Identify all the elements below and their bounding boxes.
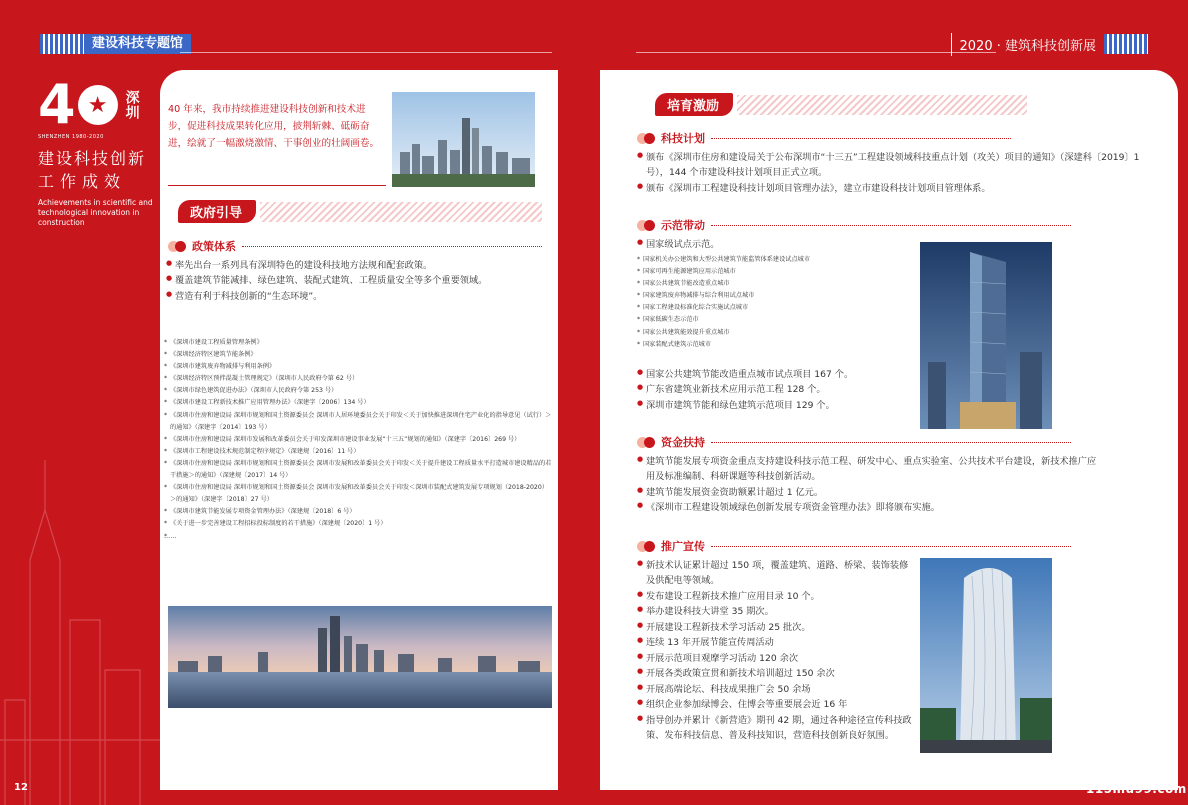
logo-city: 深圳 bbox=[123, 90, 140, 120]
list-item: ● 广东省建筑业新技术应用示范工程 128 个。 bbox=[637, 382, 912, 397]
right-page-header bbox=[951, 33, 1148, 55]
list-item: * 《深圳经济特区建筑节能条例》 bbox=[164, 349, 554, 361]
list-item: ● 发布建设工程新技术推广应用目录 10 个。 bbox=[637, 589, 915, 604]
list-item: * 《深圳市住房和建设局 深圳市规划和国土资源委员会 深圳市人居环境委员会关于印发＜关于加快推进深圳住宅产业化的指导意见（试行）＞的通知》（深建字〔2014〕193 号） bbox=[164, 410, 554, 434]
list-item: ● 覆盖建筑节能减排、绿色建筑、装配式建筑、工程质量安全等多个重要领域。 bbox=[166, 273, 552, 288]
list-item: ● 连续 13 年开展节能宣传周活动 bbox=[637, 635, 915, 650]
list-item: * 国家建筑废弃物减排与综合利用试点城市 bbox=[637, 290, 907, 302]
header-rule-right bbox=[636, 52, 996, 53]
list-item: ● 建筑节能发展专项资金重点支持建设科技示范工程、研发中心、重点实验室、公共技术平台建设，新技术推广应用及标准编制、科研课题等科技创新活动。 bbox=[637, 454, 1097, 485]
policy-bullets bbox=[166, 258, 552, 304]
list-item: ● 举办建设科技大讲堂 35 期次。 bbox=[637, 604, 915, 619]
header-stripes-icon bbox=[1104, 34, 1148, 54]
logo-title-line2: 工作成效 bbox=[38, 172, 127, 191]
promotion-bullets bbox=[637, 558, 915, 743]
list-item: ● 国家公共建筑节能改造重点城市试点项目 167 个。 bbox=[637, 367, 912, 382]
subsection-promotion bbox=[637, 538, 1071, 554]
bullet-dots-icon bbox=[168, 241, 186, 252]
subsection-title: 资金扶持 bbox=[661, 436, 705, 449]
curved-tower-photo bbox=[920, 558, 1052, 753]
subsection-rule bbox=[242, 246, 542, 247]
site-watermark: 115mu99.com bbox=[1086, 782, 1187, 796]
left-header-title: 建设科技专题馆 bbox=[84, 34, 191, 54]
logo-years: SHENZHEN 1980-2020 bbox=[38, 134, 104, 140]
list-item: * …… bbox=[164, 531, 554, 543]
skyline-photo-illustration bbox=[168, 606, 552, 708]
logo-title-line1: 建设科技创新 bbox=[38, 149, 147, 168]
list-item: * 国家低碳生态示范市 bbox=[637, 314, 907, 326]
list-item: * 《深圳市住房和建设局 深圳市发展和改革委员会关于印发深圳市建设事业发展“十三五”规划的通知》（深建字〔2016〕269 号） bbox=[164, 434, 554, 446]
list-item: * 国家机关办公建筑和大型公共建筑节能监管体系建设试点城市 bbox=[637, 254, 907, 266]
list-item: * 国家可再生能源建筑应用示范城市 bbox=[637, 266, 907, 278]
list-item: ● 开展各类政策宣贯和新技术培训超过 150 余次 bbox=[637, 666, 915, 681]
list-item: ● 开展高端论坛、科技成果推广会 50 余场 bbox=[637, 682, 915, 697]
city-photo-illustration bbox=[392, 92, 535, 187]
list-item: ● 深圳市建筑节能和绿色建筑示范项目 129 个。 bbox=[637, 398, 912, 413]
section-hatch bbox=[737, 95, 1027, 115]
tower-outline-decoration bbox=[0, 420, 165, 805]
list-item: * 国家工程建设标准化综合实施试点城市 bbox=[637, 302, 907, 314]
list-item: * 《深圳市绿色建筑促进办法》（深圳市人民政府令第 253 号） bbox=[164, 385, 554, 397]
demo-bullets bbox=[637, 367, 912, 413]
list-item: ● 建筑节能发展资金资助额累计超过 1 亿元。 bbox=[637, 485, 1097, 500]
tech-plan-bullets bbox=[637, 150, 1147, 196]
list-item: ● 开展示范项目观摩学习活动 120 余次 bbox=[637, 651, 915, 666]
section-title: 政府引导 bbox=[178, 200, 256, 223]
list-item: ● 国家级试点示范。 bbox=[637, 237, 907, 252]
list-item: * 《关于进一步完善建设工程招标投标制度的若干措施》（深建规〔2020〕1 号） bbox=[164, 518, 554, 530]
demo-lead bbox=[637, 237, 907, 252]
list-item: ● 营造有利于科技创新的“生态环境”。 bbox=[166, 289, 552, 304]
list-item: ● 指导创办并累计《新营造》期刊 42 期，通过各种途径宣传科技政策、发布科技信息、普及科技知识，营造科技创新良好氛围。 bbox=[637, 713, 915, 744]
subsection-title: 政策体系 bbox=[192, 240, 236, 253]
list-item: ● 新技术认证累计超过 150 项，覆盖建筑、道路、桥梁、装饰装修及供配电等领域。 bbox=[637, 558, 915, 589]
list-item: * 《深圳市建筑废弃物减排与利用条例》 bbox=[164, 361, 554, 373]
list-item: ● 开展建设工程新技术学习活动 25 批次。 bbox=[637, 620, 915, 635]
subsection-rule bbox=[711, 138, 1011, 139]
office-tower-photo bbox=[920, 242, 1052, 429]
list-item: * 国家公共建筑节能改造重点城市 bbox=[637, 278, 907, 290]
list-item: ● 颁布《深圳市工程建设科技计划项目管理办法》，建立市建设科技计划项目管理体系。 bbox=[637, 181, 1147, 196]
list-item: ● 率先出台一系列具有深圳特色的建设科技地方法规和配套政策。 bbox=[166, 258, 552, 273]
shenzhen-40-logo bbox=[38, 73, 158, 228]
list-item: * 《深圳市住房和建设局 深圳市规划和国土资源委员会 深圳市发展和改革委员会关于印发＜关于提升建设工程质量水平打造城市建设精品的若干措施＞的通知》（深建规〔2017〕14 号） bbox=[164, 458, 554, 482]
intro-underline bbox=[168, 185, 386, 186]
list-item: * 国家公共建筑能效提升重点城市 bbox=[637, 327, 907, 339]
list-item: * 《深圳经济特区预拌混凝土管理规定》（深圳市人民政府令第 62 号） bbox=[164, 373, 554, 385]
city-photo bbox=[392, 92, 535, 187]
list-item: * 《深圳市建筑节能发展专项资金管理办法》（深建规〔2018〕6 号） bbox=[164, 506, 554, 518]
left-page-header bbox=[40, 33, 191, 55]
subsection-title: 科技计划 bbox=[661, 132, 705, 145]
header-stripes-icon bbox=[40, 34, 84, 54]
list-item: * 《深圳市工程建设技术规范制定程序规定》（深建规〔2016〕11 号） bbox=[164, 446, 554, 458]
regulation-list bbox=[164, 337, 554, 543]
bullet-dots-icon bbox=[637, 541, 655, 552]
section-hatch bbox=[260, 202, 542, 222]
curved-tower-illustration bbox=[920, 558, 1052, 753]
subsection-rule bbox=[711, 442, 1071, 443]
list-item: ● 《深圳市工程建设领域绿色创新发展专项资金管理办法》即将颁布实施。 bbox=[637, 500, 1097, 515]
subsection-rule bbox=[711, 225, 1071, 226]
star-icon: ★ bbox=[87, 92, 108, 118]
logo-digit-four: 4 bbox=[38, 73, 76, 136]
subsection-policy bbox=[168, 238, 542, 254]
list-item: ● 颁布《深圳市住房和建设局关于公布深圳市“十三五”工程建设领域科技重点计划（攻关）项目的通知》（深建科〔2019〕1 号），144 个市建设科技计划项目正式立项。 bbox=[637, 150, 1147, 181]
list-item: * 《深圳市住房和建设局 深圳市规划和国土资源委员会 深圳市发展和改革委员会关于印发＜深圳市装配式建筑发展专项规划（2018-2020）＞的通知》（深建字〔2018〕27 号） bbox=[164, 482, 554, 506]
logo-title-english: Achievements in scientific and technological innovation in construction bbox=[38, 198, 153, 228]
right-header-title: 2020 · 建筑科技创新展 bbox=[951, 33, 1104, 56]
subsection-title: 示范带动 bbox=[661, 219, 705, 232]
section-government-guidance bbox=[178, 200, 542, 223]
page-number-left: 12 bbox=[14, 782, 28, 793]
header-rule-left bbox=[180, 52, 552, 53]
list-item: * 《深圳市建设工程质量管理条例》 bbox=[164, 337, 554, 349]
bullet-dots-icon bbox=[637, 220, 655, 231]
list-item: ● 组织企业参加绿博会、住博会等重要展会近 16 年 bbox=[637, 697, 915, 712]
list-item: * 《深圳市建设工程新技术推广应用管理办法》（深建字〔2006〕134 号） bbox=[164, 397, 554, 409]
subsection-title: 推广宣传 bbox=[661, 540, 705, 553]
bullet-dots-icon bbox=[637, 437, 655, 448]
logo-mark bbox=[38, 73, 158, 136]
skyline-photo bbox=[168, 606, 552, 708]
subsection-demonstration bbox=[637, 217, 1071, 233]
section-cultivation-incentive bbox=[655, 93, 1027, 116]
subsection-funding bbox=[637, 434, 1071, 450]
demo-city-list bbox=[637, 254, 907, 351]
office-tower-illustration bbox=[920, 242, 1052, 429]
funding-bullets bbox=[637, 454, 1097, 516]
section-title: 培育激励 bbox=[655, 93, 733, 116]
subsection-rule bbox=[711, 546, 1071, 547]
list-item: * 国家装配式建筑示范城市 bbox=[637, 339, 907, 351]
subsection-tech-plan bbox=[637, 130, 1011, 146]
bullet-dots-icon bbox=[637, 133, 655, 144]
intro-paragraph: 40 年来，我市持续推进建设科技创新和技术进步，促进科技成果转化应用，披荆斩棘、砥砺奋进，绘就了一幅激烧激情、干事创业的壮阔画卷。 bbox=[168, 104, 380, 149]
logo-digit-zero bbox=[78, 85, 118, 125]
